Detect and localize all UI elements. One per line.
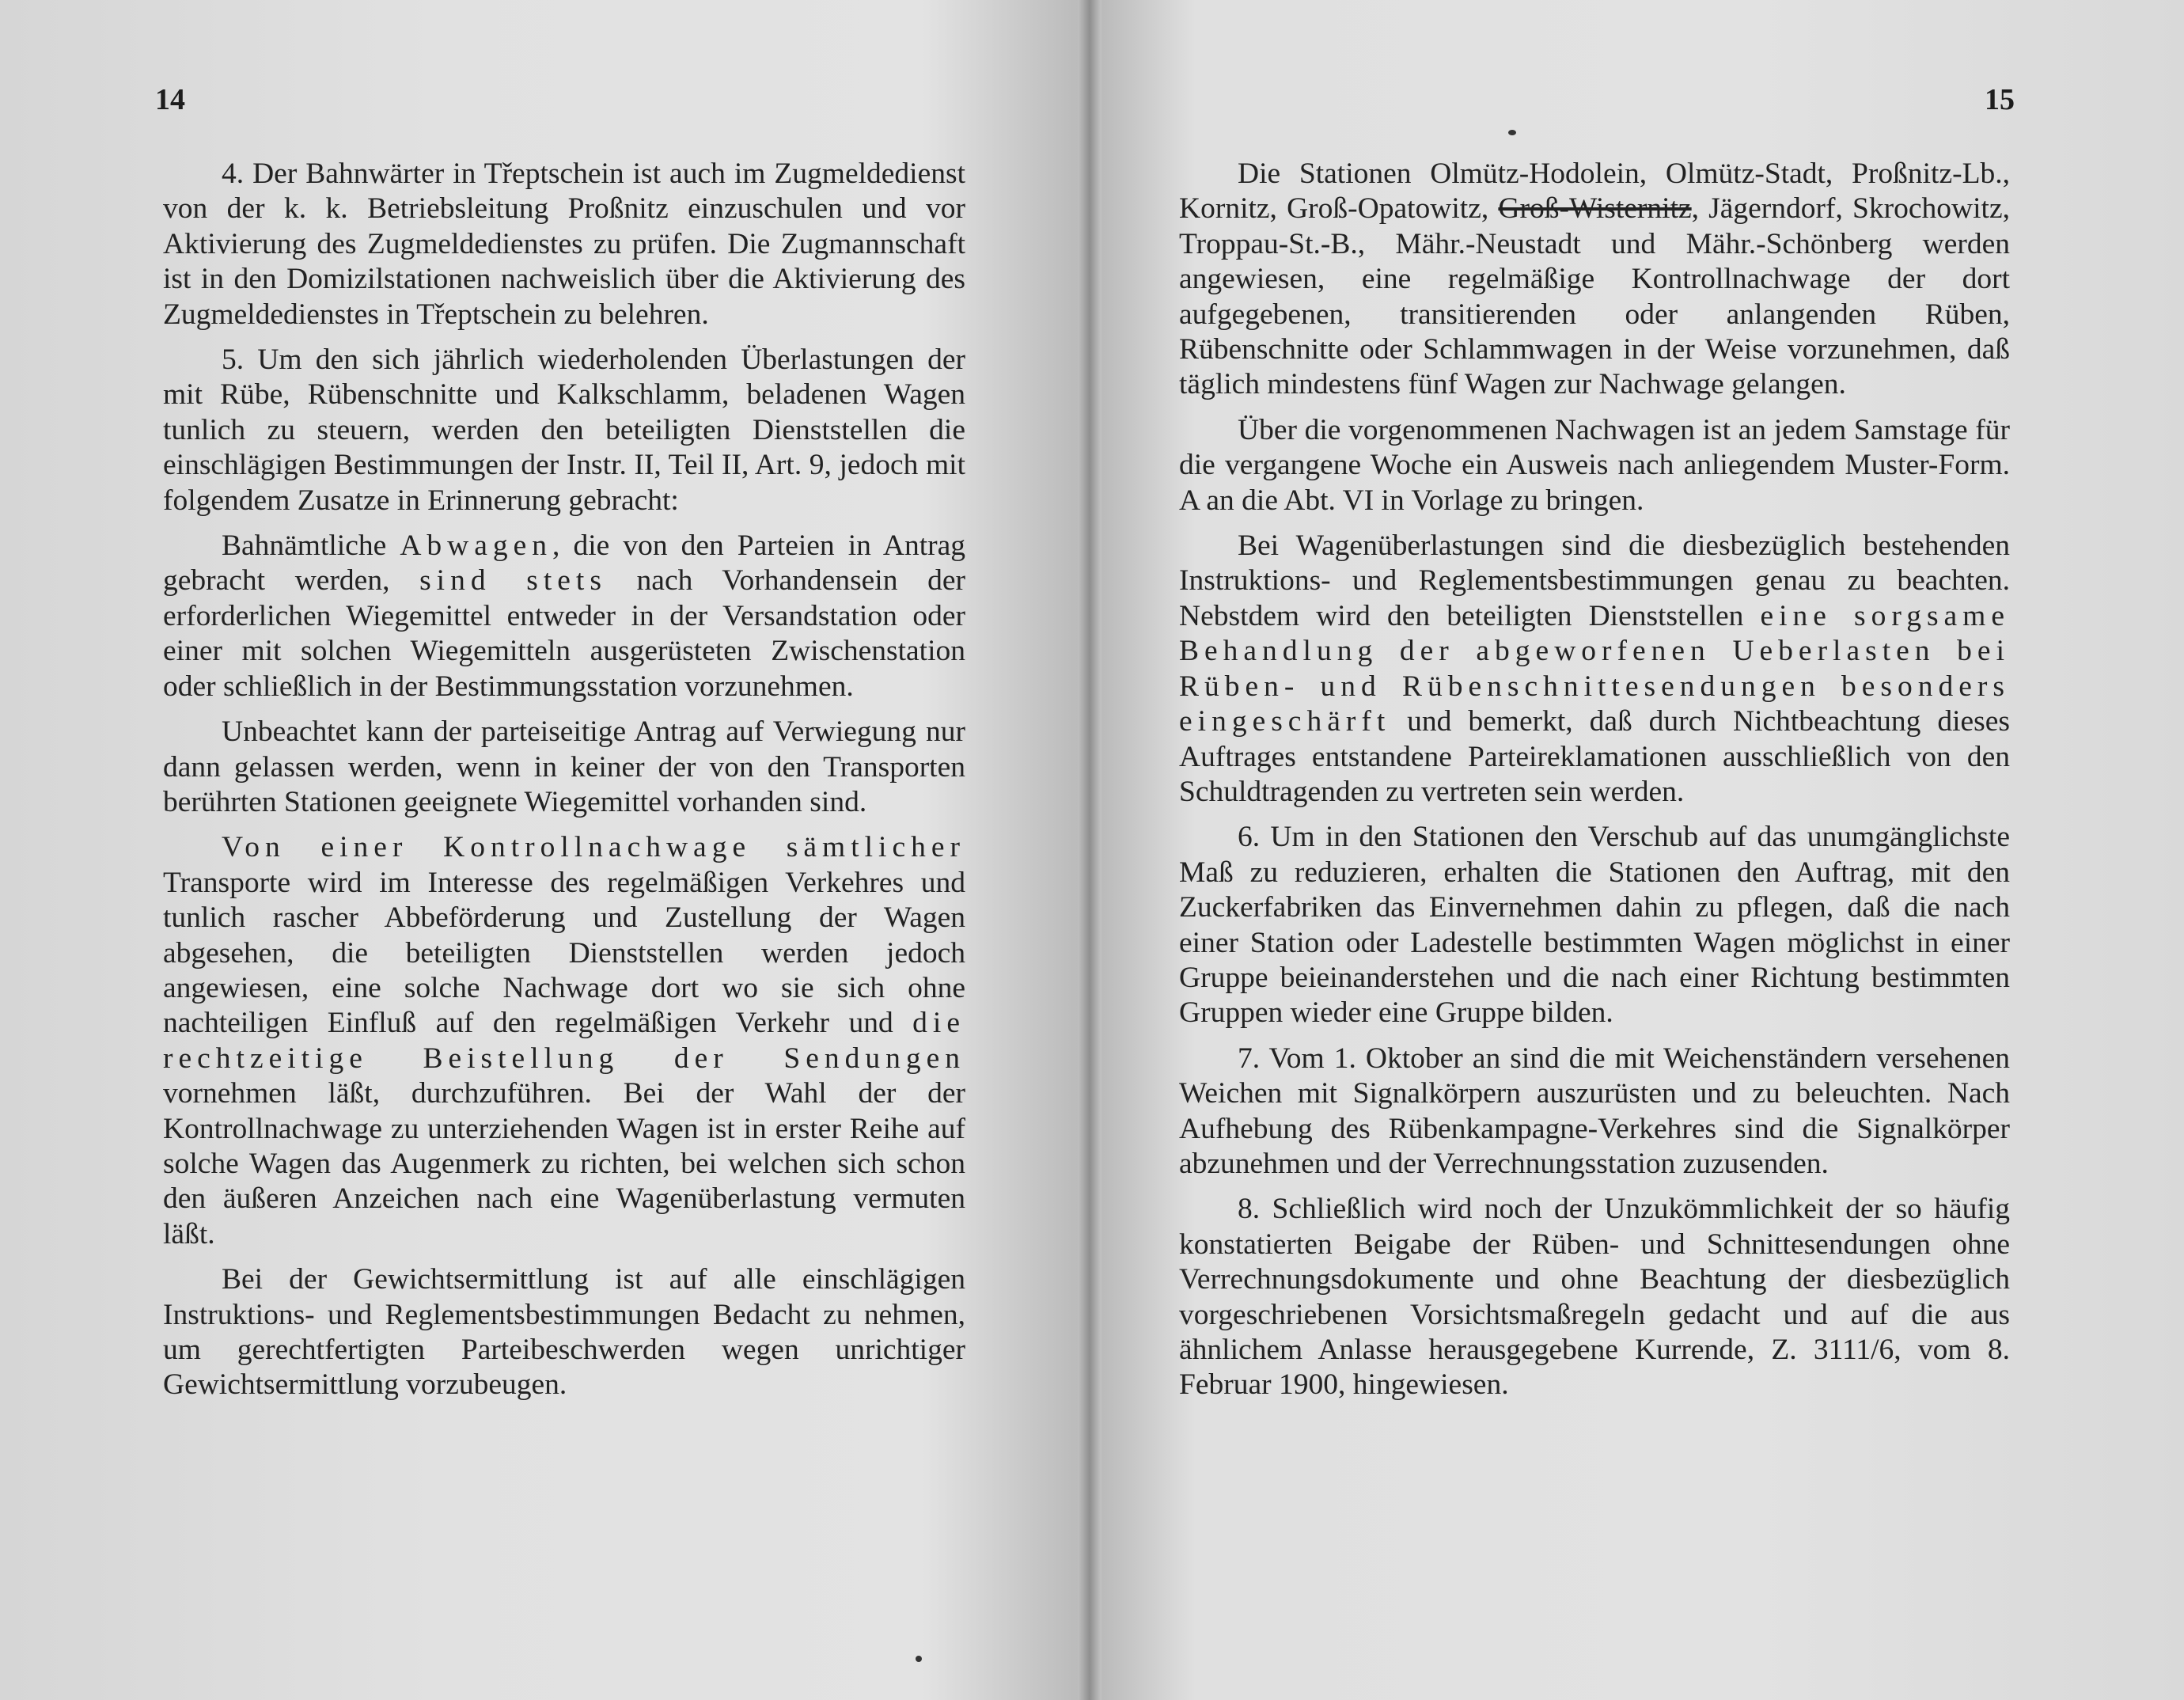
paragraph xyxy=(163,830,965,1252)
text-run: Bei Wagenüberlastungen sind die diesbezüglich bestehenden Instruktions- und Reglementsbestimmungen genau zu beachten. Nebstdem wird den beteiligten Dienststellen xyxy=(1179,529,2010,632)
right-page-text xyxy=(1179,157,2010,1414)
text-run: , Jägerndorf, Skrochowitz, Troppau-St.-B., Mähr.-Neustadt und Mähr.-Schönberg werden angewiesen, eine regelmäßige Kontrollnachwage der dort aufgegebenen, transitierenden oder anlangenden Rüben, Rübenschnitte oder Schlammwagen in der Weise vorzunehmen, daß täglich mindestens fünf Wagen zur Nachwage gelangen. xyxy=(1179,192,2010,401)
text-run: 8. Schließlich wird noch der Unzukömmlichkeit der so häufig konstatierten Beigabe der Rüben- und Schnittesendungen ohne Verrechnungsdokumente und ohne Beachtung der diesbezüglich vorgeschriebenen Vorsichtsmaßregeln gedacht und auf die aus ähnlichem Anlasse herausgegebene Kurrende, Z. 3111/6, vom 8. Februar 1900, hingewiesen. xyxy=(1179,1193,2010,1402)
left-page xyxy=(0,0,1086,1700)
left-page-text xyxy=(163,157,965,1414)
text-run: sind stets xyxy=(419,564,607,598)
paragraph xyxy=(163,343,965,518)
text-run: Von einer Kontrollnachwage sämtlicher xyxy=(222,831,965,864)
paragraph xyxy=(1179,157,2010,403)
text-run: Groß-Wisternitz xyxy=(1498,192,1692,226)
paragraph xyxy=(163,1262,965,1403)
text-run: 6. Um in den Stationen den Verschub auf das unumgänglichste Maß zu reduzieren, erhalten die Stationen den Auftrag, mit den Zuckerfabriken das Einvernehmen dahin zu pflegen, daß die nach einer Station oder Ladestelle bestimmten Wagen möglichst in einer Gruppe beieinanderstehen und die nach einer Richtung bestimmten Gruppen wieder eine Gruppe bilden. xyxy=(1179,821,2010,1030)
page-number-left: 14 xyxy=(155,83,185,116)
text-run: vornehmen läßt, durchzuführen. Bei der Wahl der der Kontrollnachwage zu unterziehenden Wagen ist in erster Reihe auf solche Wagen das Augenmerk zu richten, bei welchen sich schon den äußeren Anzeichen nach eine Wagenüberlastung vermuten läßt. xyxy=(163,1077,965,1250)
ink-speck xyxy=(1508,130,1516,135)
text-run: und bemerkt, daß durch Nichtbeachtung dieses Auftrages entstandene Parteireklamationen ausschließlich von den Schuldtragenden zu vertreten sein werden. xyxy=(1179,705,2010,808)
paragraph xyxy=(163,529,965,704)
text-run: Abwagen xyxy=(400,529,553,563)
page-number-right: 15 xyxy=(1985,83,2015,116)
paragraph xyxy=(163,157,965,332)
text-run: die rechtzeitige Beistellung der Sendungen xyxy=(163,1007,965,1075)
text-run: 7. Vom 1. Oktober an sind die mit Weichenständern versehenen Weichen mit Signalkörpern auszurüsten und zu beleuchten. Nach Aufhebung des Rübenkampagne-Verkehres sind die Signalkörper abzunehmen und der Verrechnungsstation zuzusenden. xyxy=(1179,1042,2010,1180)
text-run: Bei der Gewichtsermittlung ist auf alle einschlägigen Instruktions- und Reglementsbestimmungen Bedacht zu nehmen, um gerechtfertigten Parteibeschwerden wegen unrichtiger Gewichtsermittlung vorzubeugen. xyxy=(163,1263,965,1402)
paragraph xyxy=(1179,1192,2010,1402)
text-run: Bahnämtliche xyxy=(222,529,400,563)
paragraph xyxy=(163,715,965,820)
ink-speck xyxy=(916,1656,922,1662)
right-page xyxy=(1086,0,2184,1700)
paragraph xyxy=(1179,1042,2010,1182)
text-run: 4. Der Bahnwärter in Třeptschein ist auch im Zugmeldedienst von der k. k. Betriebsleitung Proßnitz einzuschulen und vor Aktivierung des Zugmeldedienstes zu prüfen. Die Zugmannschaft ist in den Domizilstationen nachweislich über die Aktivierung des Zugmeldedienstes in Třeptschein zu belehren. xyxy=(163,157,965,331)
paragraph xyxy=(1179,820,2010,1030)
paragraph xyxy=(1179,529,2010,810)
text-run: 5. Um den sich jährlich wiederholenden Überlastungen der mit Rübe, Rübenschnitte und Kalkschlamm, beladenen Wagen tunlich zu steuern, werden den beteiligten Dienststellen die einschlägigen Bestimmungen der Instr. II, Teil II, Art. 9, jedoch mit folgendem Zusatze in Erinnerung gebracht: xyxy=(163,343,965,517)
paragraph xyxy=(1179,413,2010,518)
text-run: Unbeachtet kann der parteiseitige Antrag auf Verwiegung nur dann gelassen werden, wenn in keiner der von den Transporten berührten Stationen geeignete Wiegemittel vorhanden sind. xyxy=(163,715,965,818)
text-run: eine sorgsame Behandlung der abgeworfenen Ueberlasten bei Rüben- und Rübenschnittesendungen besonders eingeschärft xyxy=(1179,599,2010,738)
text-run: , die von den Parteien in Antrag gebracht werden, xyxy=(163,529,966,598)
text-run: Über die vorgenommenen Nachwagen ist an jedem Samstage für die vergangene Woche ein Ausweis nach anliegendem Muster-Form. A an die Abt. VI in Vorlage zu bringen. xyxy=(1179,413,2010,517)
text-run: Transporte wird im Interesse des regelmäßigen Verkehres und tunlich rascher Abbeförderung und Zustellung der Wagen abgesehen, die beteiligten Dienststellen werden jedoch angewiesen, eine solche Nachwage dort wo sie sich ohne nachteiligen Einfluß auf den regelmäßigen Verkehr und xyxy=(163,866,965,1040)
text-run: Die Stationen Olmütz-Hodolein, Olmütz-Stadt, Proßnitz-Lb., Kornitz, Groß-Opatowitz, xyxy=(1179,157,2010,226)
text-run: nach Vorhandensein der erforderlichen Wiegemittel entweder in der Versandstation oder einer mit solchen Wiegemitteln ausgerüsteten Zwischenstation oder schließlich in der Bestimmungsstation vorzunehmen. xyxy=(163,564,965,703)
book-gutter xyxy=(1078,0,1101,1700)
